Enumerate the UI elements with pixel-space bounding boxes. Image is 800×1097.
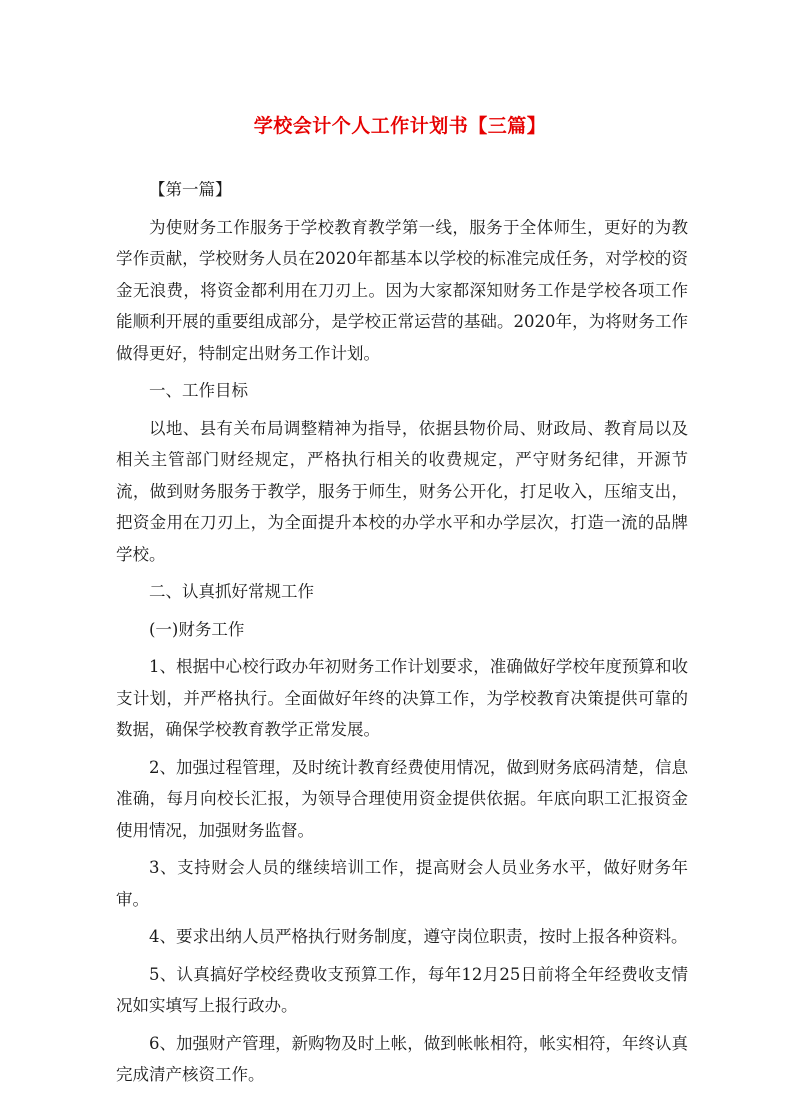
item-3-paragraph: 3、支持财会人员的继续培训工作，提高财会人员业务水平，做好财务年审。 bbox=[116, 858, 688, 909]
heading-routine-work: 二、认真抓好常规工作 bbox=[149, 582, 314, 601]
item-1-paragraph: 1、根据中心校行政办年初财务工作计划要求，准确做好学校年度预算和收支计划，并严格执行。全面做好年终的决算工作，为学校教育决策提供可靠的数据，确保学校教育教学正常发展。 bbox=[116, 657, 688, 739]
item-5-paragraph: 5、认真搞好学校经费收支预算工作，每年12月25日前将全年经费收支情况如实填写上报行政办。 bbox=[116, 964, 688, 1015]
item-4-paragraph: 4、要求出纳人员严格执行财务制度，遵守岗位职责，按时上报各种资料。 bbox=[149, 927, 688, 946]
item-6-paragraph: 6、加强财产管理，新购物及时上帐，做到帐帐相符，帐实相符，年终认真完成清产核资工作。 bbox=[116, 1033, 688, 1084]
heading-work-goal: 一、工作目标 bbox=[149, 381, 248, 400]
intro-paragraph: 为使财务工作服务于学校教育教学第一线，服务于全体师生，更好的为教学作贡献，学校财务人员在2020年都基本以学校的标准完成任务，对学校的资金无浪费，将资金都利用在刀刃上。因为大家都深知财务工作是学校各项工作能顺利开展的重要组成部分，是学校正常运营的基础。2020年，为将财务工作做得更好，特制定出财务工作计划。 bbox=[116, 217, 688, 363]
section-heading-first: 【第一篇】 bbox=[149, 180, 232, 199]
work-goal-paragraph: 以地、县有关布局调整精神为指导，依据县物价局、财政局、教育局以及相关主管部门财经规定，严格执行相关的收费规定，严守财务纪律，开源节流，做到财务服务于教学，服务于师生，财务公开化，打足收入，压缩支出，把资金用在刀刃上，为全面提升本校的办学水平和办学层次，打造一流的品牌学校。 bbox=[116, 418, 688, 564]
heading-finance-work: (一)财务工作 bbox=[149, 619, 245, 639]
document-body bbox=[116, 174, 688, 1097]
item-2-paragraph: 2、加强过程管理，及时统计教育经费使用情况，做到财务底码清楚，信息准确，每月向校长汇报，为领导合理使用资金提供依据。年底向职工汇报资金使用情况，加强财务监督。 bbox=[116, 757, 688, 840]
document-title: 学校会计个人工作计划书【三篇】 bbox=[253, 115, 547, 137]
